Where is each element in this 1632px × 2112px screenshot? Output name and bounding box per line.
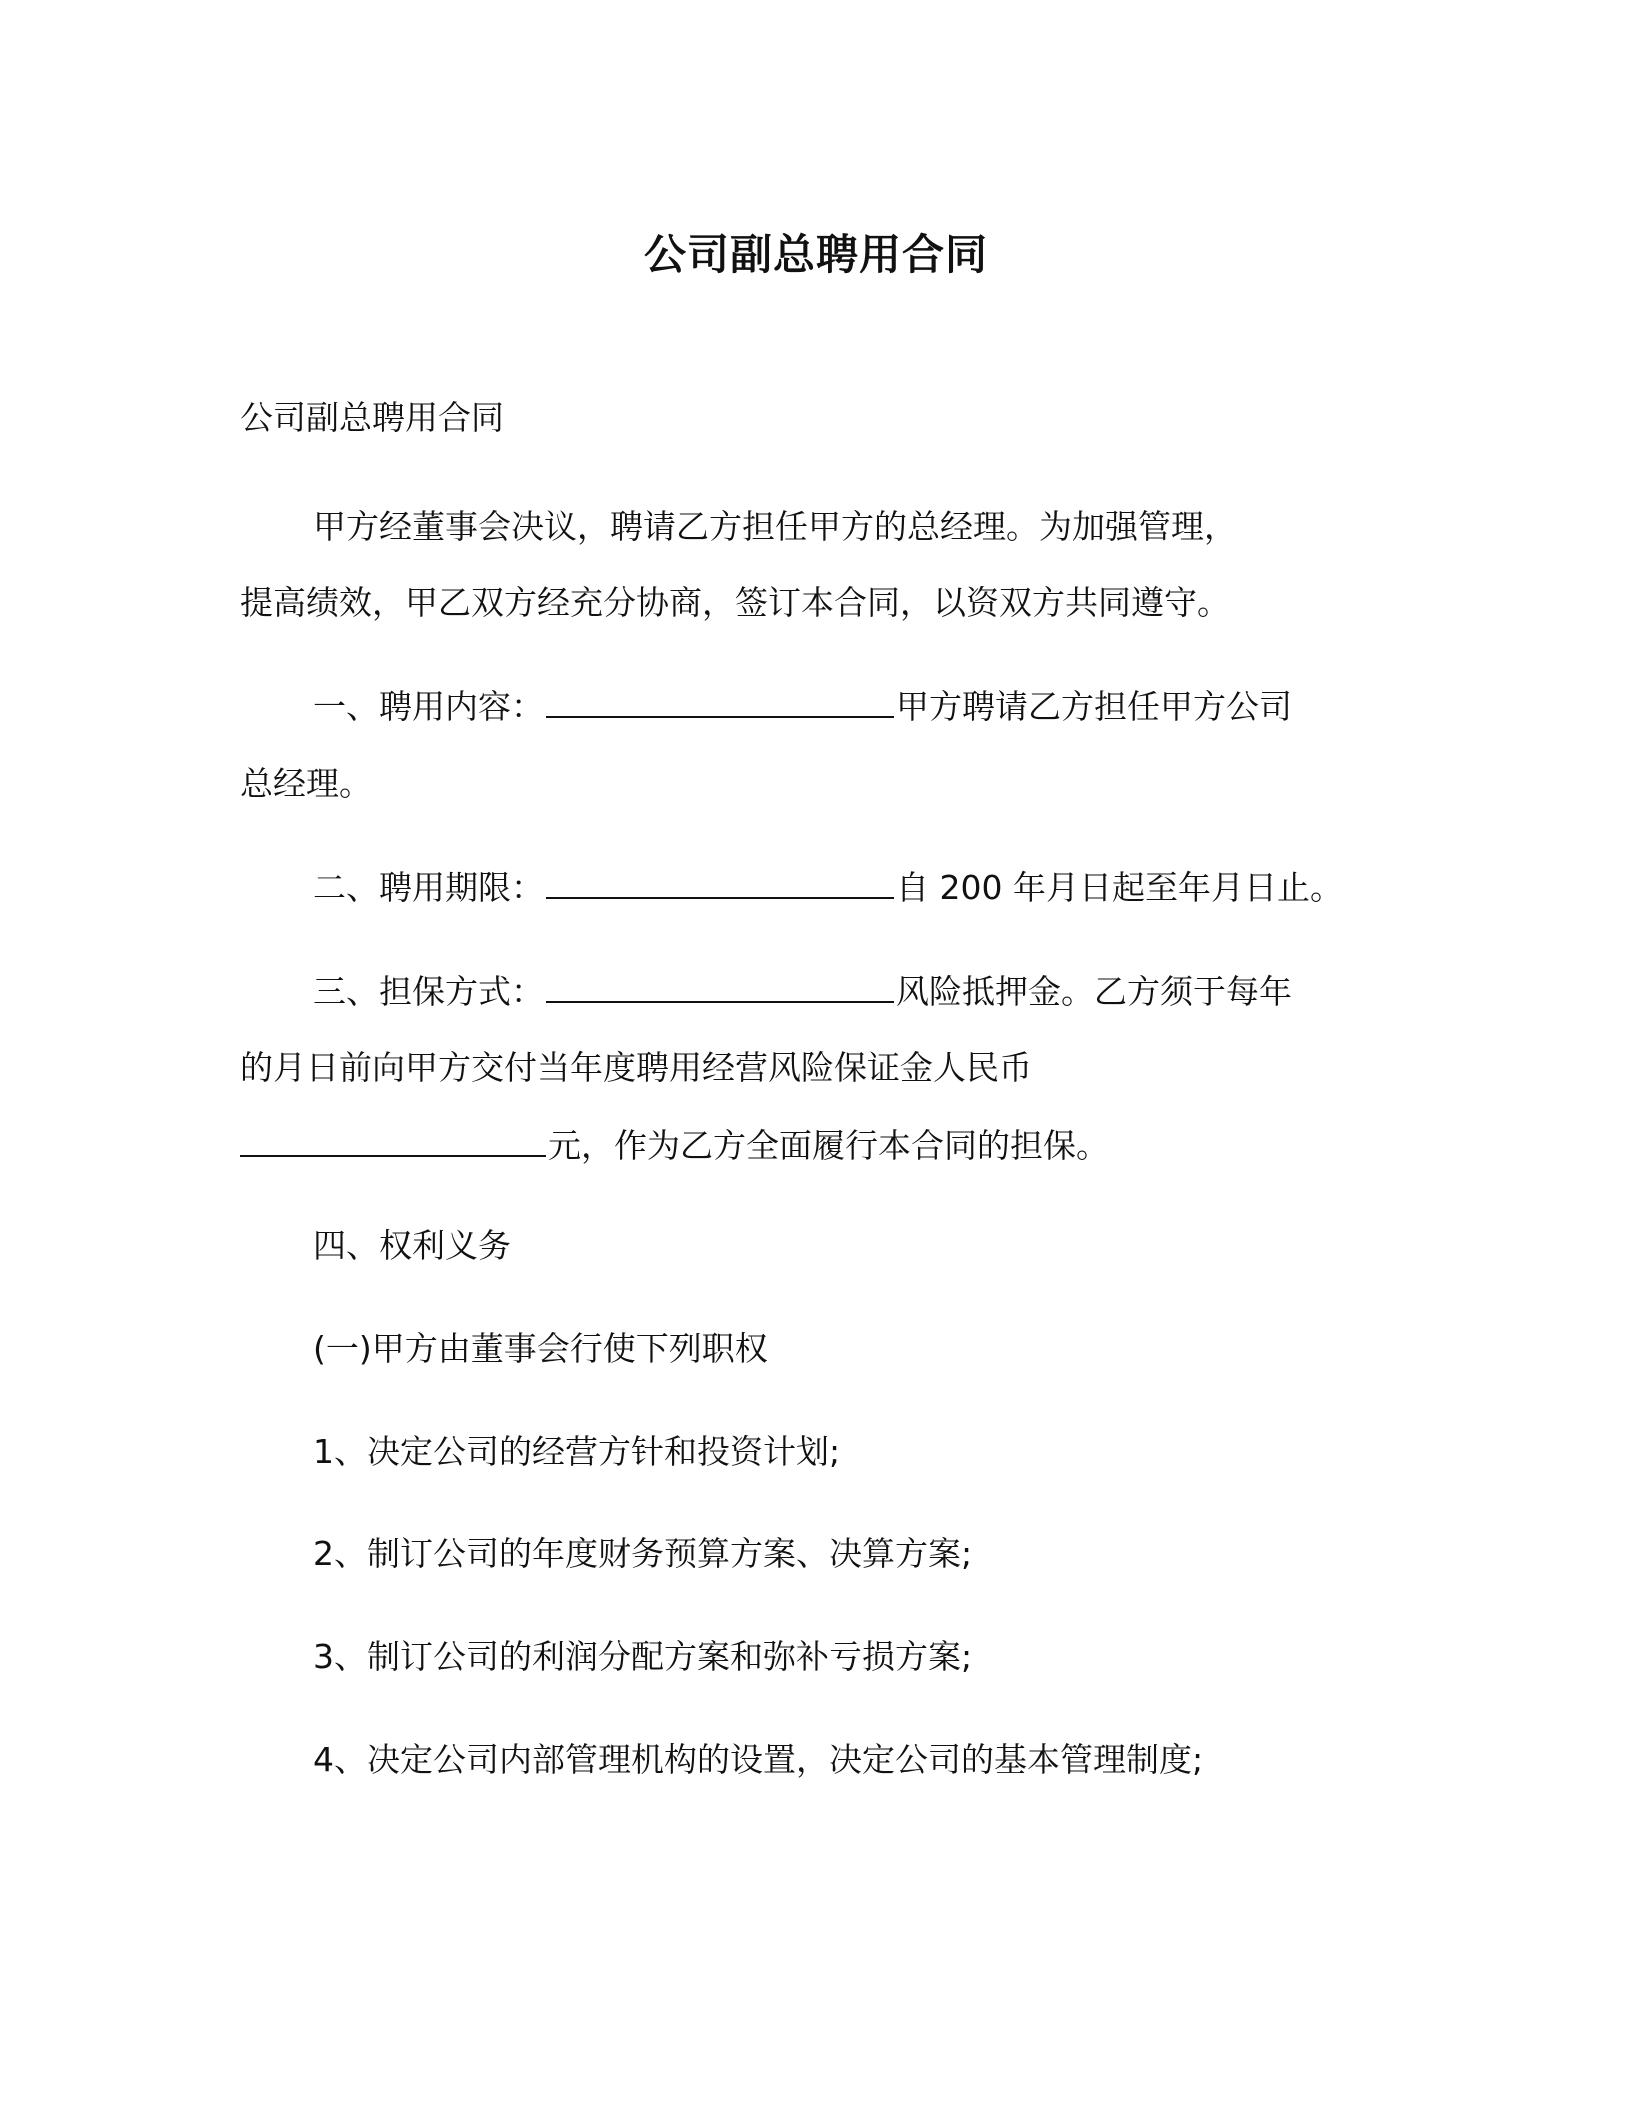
list-item: 4、决定公司内部管理机构的设置，决定公司的基本管理制度;: [313, 1740, 1204, 1779]
list-item: 2、制订公司的年度财务预算方案、决算方案;: [313, 1534, 973, 1573]
blank-line: [240, 1125, 546, 1157]
blank-line: [546, 686, 894, 718]
clause-3-continuation-2: [240, 1124, 1109, 1168]
list-item: 1、决定公司的经营方针和投资计划;: [313, 1432, 841, 1471]
clause-2: [313, 866, 1343, 910]
document-subtitle: 公司副总聘用合同: [240, 398, 504, 437]
intro-line-2: 提高绩效，甲乙双方经充分协商，签订本合同，以资双方共同遵守。: [240, 583, 1230, 622]
clause-3: [313, 970, 1292, 1014]
clause-3-continuation-1: 的月日前向甲方交付当年度聘用经营风险保证金人民币: [240, 1048, 1032, 1087]
clause-1-continuation: 总经理。: [240, 764, 372, 803]
clause-3-text: 风险抵押金。乙方须于每年: [896, 972, 1292, 1011]
blank-line: [546, 867, 894, 899]
clause-1-text: 甲方聘请乙方担任甲方公司: [896, 687, 1292, 726]
clause-1: [313, 685, 1292, 729]
clause-3-end-text: 元，作为乙方全面履行本合同的担保。: [548, 1126, 1109, 1165]
clause-2-text: 自 200 年月日起至年月日止。: [896, 868, 1343, 907]
document-title: 公司副总聘用合同: [643, 230, 988, 279]
clause-4-heading: 四、权利义务: [313, 1226, 511, 1265]
sub-clause-1-heading: (一)甲方由董事会行使下列职权: [313, 1329, 768, 1368]
clause-2-label: 二、聘用期限：: [313, 868, 544, 907]
clause-1-label: 一、聘用内容：: [313, 687, 544, 726]
blank-line: [546, 971, 894, 1003]
intro-line-1: 甲方经董事会决议，聘请乙方担任甲方的总经理。为加强管理，: [313, 507, 1237, 546]
list-item: 3、制订公司的利润分配方案和弥补亏损方案;: [313, 1637, 973, 1676]
clause-3-label: 三、担保方式：: [313, 972, 544, 1011]
